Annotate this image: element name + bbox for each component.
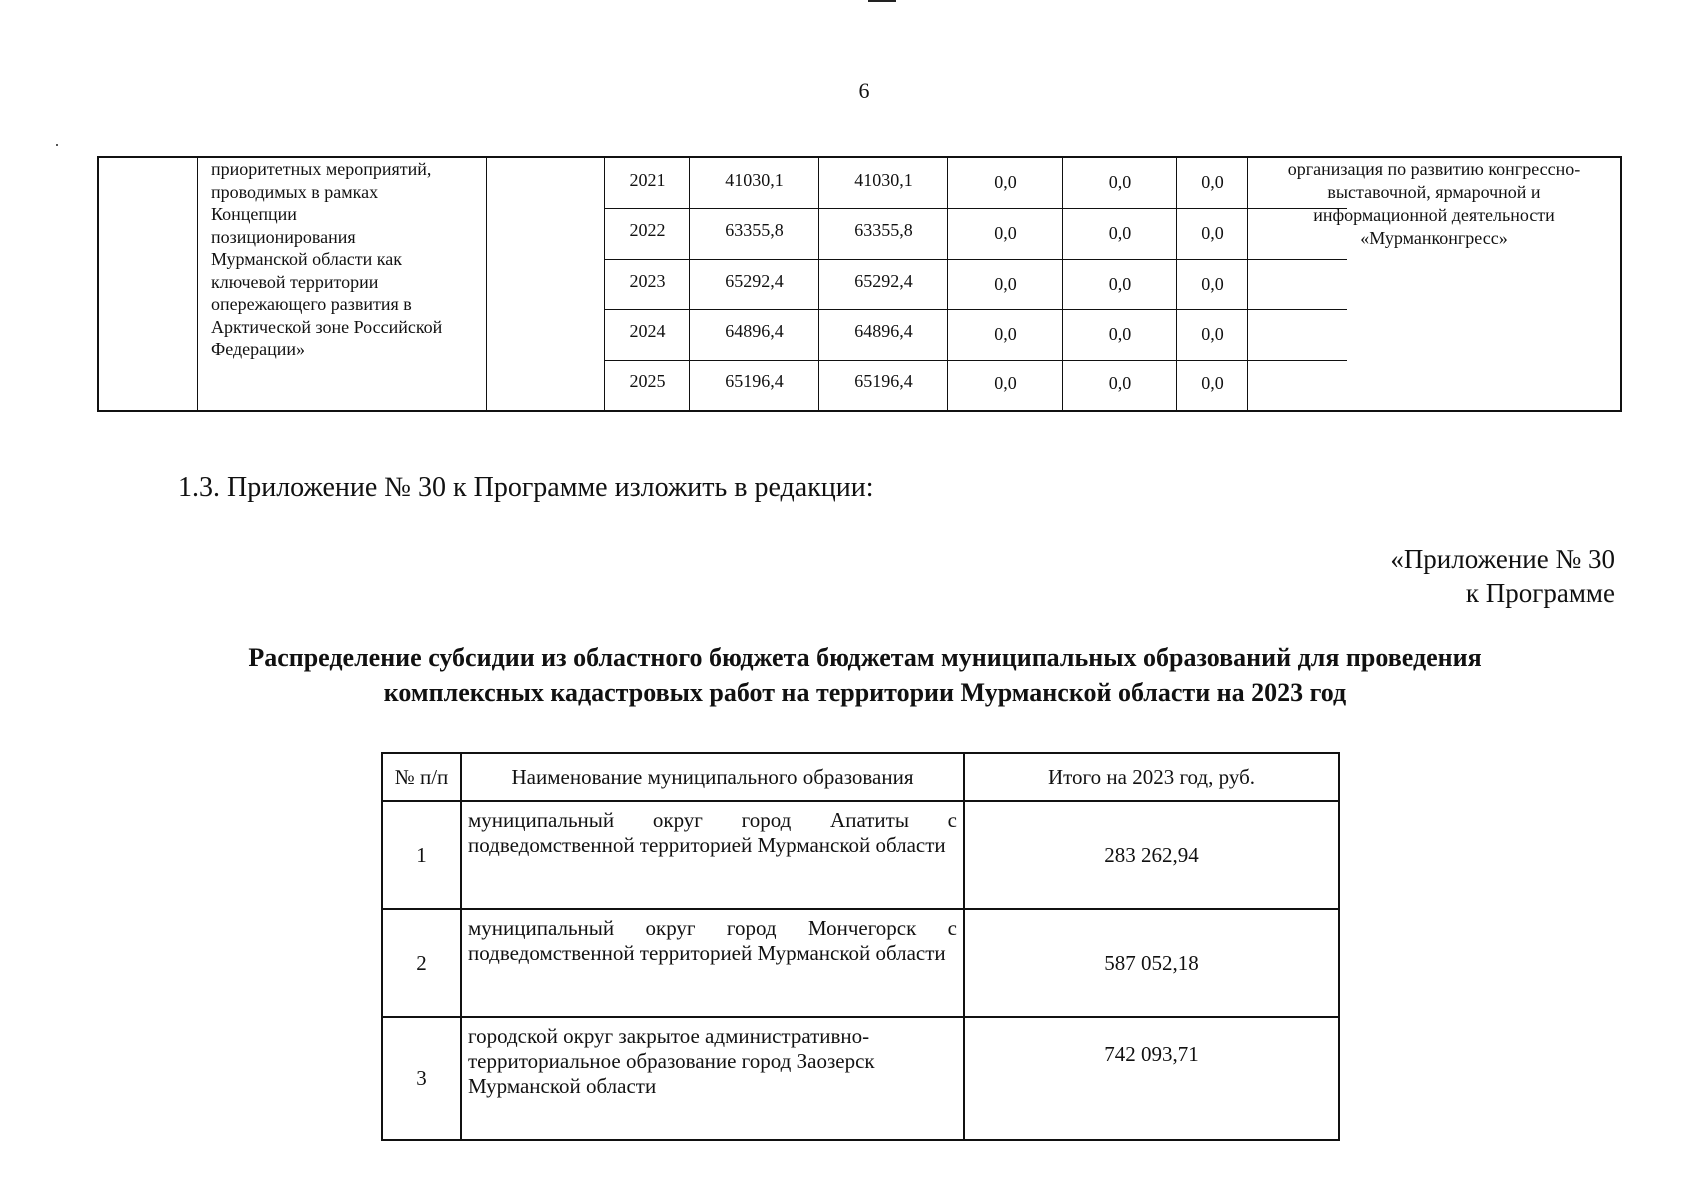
total-cell: 65196,4 [725, 371, 784, 391]
distribution-table [381, 752, 1340, 1141]
column-header: Итого на 2023 год, руб. [964, 753, 1339, 801]
value-cell: 0,0 [1108, 324, 1132, 344]
table-row [382, 1017, 1339, 1140]
table-header-row [382, 753, 1339, 801]
column-header: № п/п [382, 753, 461, 801]
regional-cell: 64896,4 [854, 321, 913, 341]
value-cell: 0,0 [1108, 373, 1132, 393]
total-cell: 41030,1 [725, 170, 784, 190]
municipality-name: муниципальный округ город Апатиты с подведомственной территорией Мурманской области [461, 801, 964, 909]
total-cell: 64896,4 [725, 321, 784, 341]
year-cell: 2021 [629, 170, 666, 190]
year-cell: 2023 [629, 271, 666, 291]
value-cell: 0,0 [1201, 172, 1224, 192]
municipality-name: муниципальный округ город Мончегорск с подведомственной территорией Мурманской области [461, 909, 964, 1017]
regional-cell: 63355,8 [854, 220, 913, 240]
table-row [382, 801, 1339, 909]
total-cell: 65292,4 [725, 271, 784, 291]
subsidy-amount: 587 052,18 [964, 909, 1339, 1017]
regional-cell: 41030,1 [854, 170, 913, 190]
annex-line: к Программе [1465, 578, 1615, 608]
measure-description: приоритетных мероприятий, проводимых в рамках Концепции позиционирования Мурманской области как ключевой территории опережающего развития в Арктической зоне Российской Федерации» [211, 159, 443, 359]
total-cell: 63355,8 [725, 220, 784, 240]
value-cell: 0,0 [1108, 172, 1132, 192]
value-cell: 0,0 [994, 324, 1017, 344]
value-cell: 0,0 [994, 373, 1017, 393]
subsidy-amount: 283 262,94 [964, 801, 1339, 909]
amendment-paragraph: 1.3. Приложение № 30 к Программе изложить в редакции: [178, 472, 874, 503]
value-cell: 0,0 [994, 172, 1017, 192]
value-cell: 0,0 [1108, 223, 1132, 243]
table-row [382, 909, 1339, 1017]
regional-cell: 65196,4 [854, 371, 913, 391]
value-cell: 0,0 [994, 223, 1017, 243]
regional-cell: 65292,4 [854, 271, 913, 291]
subsidy-amount: 742 093,71 [964, 1017, 1339, 1140]
row-number: 1 [382, 801, 461, 909]
value-cell: 0,0 [1201, 324, 1224, 344]
annex-reference [1390, 542, 1615, 610]
value-cell: 0,0 [1201, 274, 1224, 294]
column-header: Наименование муниципального образования [461, 753, 964, 801]
document-title: Распределение субсидии из областного бюджета бюджетам муниципальных образований для проведения комплексных кадастровых работ на территории Мурманской области на 2023 год [248, 643, 1482, 707]
municipality-name: городской округ закрытое административно-территориальное образование город Заозерск Мурманской области [461, 1017, 964, 1140]
year-cell: 2024 [629, 321, 666, 341]
page-number: 6 [858, 78, 870, 103]
value-cell: 0,0 [1108, 274, 1132, 294]
year-cell: 2022 [629, 220, 666, 240]
value-cell: 0,0 [994, 274, 1017, 294]
continuation-table [97, 156, 1622, 412]
annex-line: «Приложение № 30 [1390, 544, 1615, 574]
value-cell: 0,0 [1201, 373, 1224, 393]
scan-speck [56, 144, 58, 146]
year-cell: 2025 [629, 371, 666, 391]
responsible-organization: организация по развитию конгрессно- выставочной, ярмарочной и информационной деятельности «Мурманконгресс» [1287, 159, 1581, 248]
row-number: 2 [382, 909, 461, 1017]
scan-mark [868, 0, 896, 2]
value-cell: 0,0 [1201, 223, 1224, 243]
row-number: 3 [382, 1017, 461, 1140]
